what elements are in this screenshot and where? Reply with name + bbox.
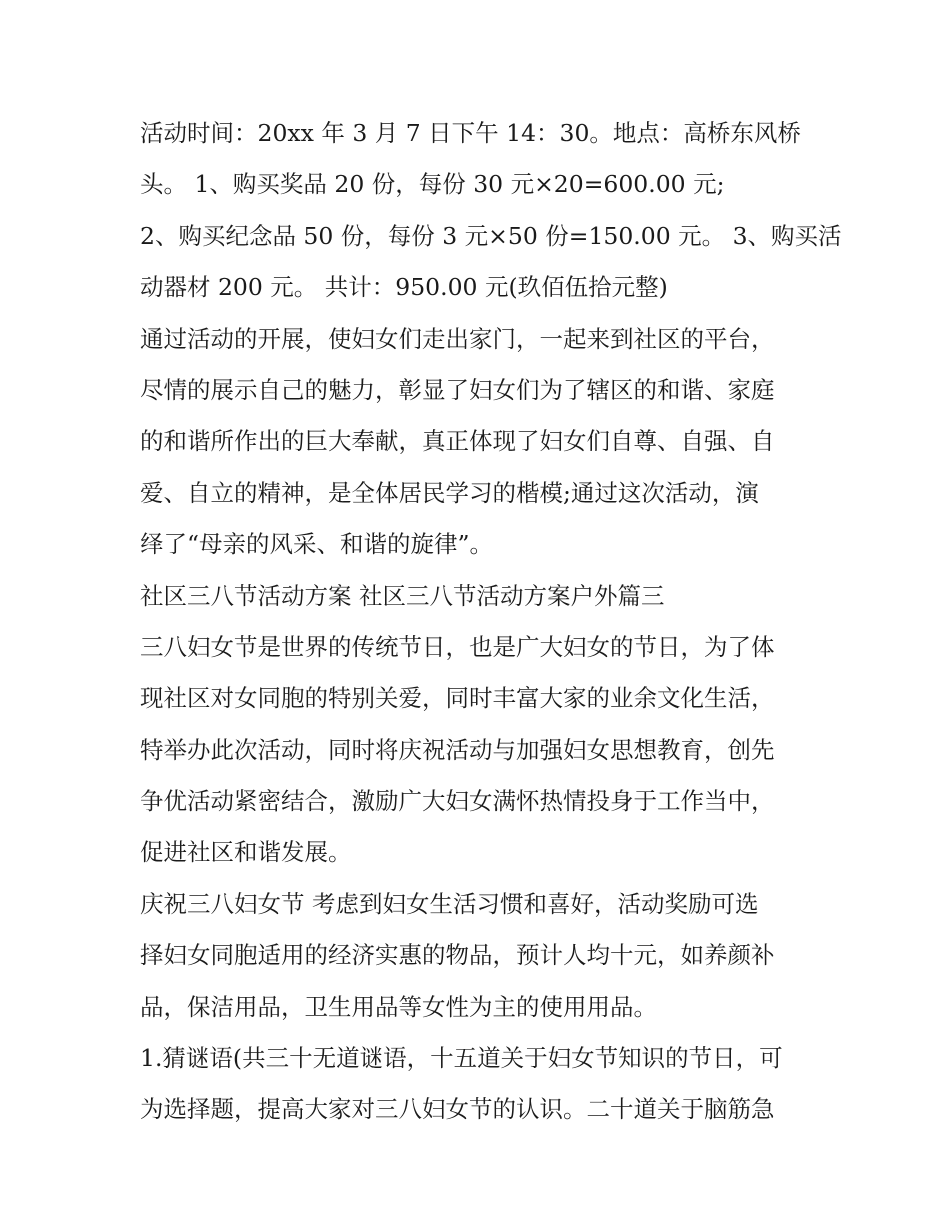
text-line: 争优活动紧密结合，激励广大妇女满怀热情投身于工作当中，: [140, 787, 775, 816]
text-line: 择妇女同胞适用的经济实惠的物品，预计人均十元，如养颜补: [140, 941, 775, 970]
text-line: 通过活动的开展，使妇女们走出家门，一起来到社区的平台，: [140, 324, 775, 353]
text-line: 2、购买纪念品 50 份，每份 3 元×50 份=150.00 元。 3、购买活: [140, 221, 842, 250]
text-line: 庆祝三八妇女节 考虑到妇女生活习惯和喜好，活动奖励可选: [140, 889, 759, 918]
text-line: 三八妇女节是世界的传统节日，也是广大妇女的节日，为了体: [140, 632, 775, 661]
text-line: 为选择题，提高大家对三八妇女节的认识。二十道关于脑筋急: [140, 1095, 775, 1124]
text-line: 尽情的展示自己的魅力，彰显了妇女们为了辖区的和谐、家庭: [140, 375, 775, 404]
text-line: 活动时间：20xx 年 3 月 7 日下午 14：30。地点：高桥东风桥: [140, 119, 801, 147]
text-line: 头。 1、购买奖品 20 份，每份 30 元×20=600.00 元;: [140, 170, 725, 199]
text-line: 1.猜谜语(共三十无道谜语，十五道关于妇女节知识的节日，可: [140, 1044, 783, 1073]
text-line: 绎了“母亲的风采、和谐的旋律”。: [140, 530, 494, 559]
text-line: 促进社区和谐发展。: [140, 838, 352, 867]
document-body: [140, 108, 842, 1136]
text-line: 爱、自立的精神，是全体居民学习的楷模;通过这次活动，演: [140, 478, 759, 507]
text-line: 的和谐所作出的巨大奉献，真正体现了妇女们自尊、自强、自: [140, 427, 775, 456]
text-line: 特举办此次活动，同时将庆祝活动与加强妇女思想教育，创先: [140, 735, 775, 764]
text-line: 品，保洁用品，卫生用品等女性为主的使用用品。: [140, 992, 657, 1021]
text-line: 动器材 200 元。 共计：950.00 元(玖佰伍拾元整): [140, 273, 668, 302]
section-heading: 社区三八节活动方案 社区三八节活动方案户外篇三: [140, 581, 665, 610]
text-line: 现社区对女同胞的特别关爱，同时丰富大家的业余文化生活，: [140, 684, 775, 713]
